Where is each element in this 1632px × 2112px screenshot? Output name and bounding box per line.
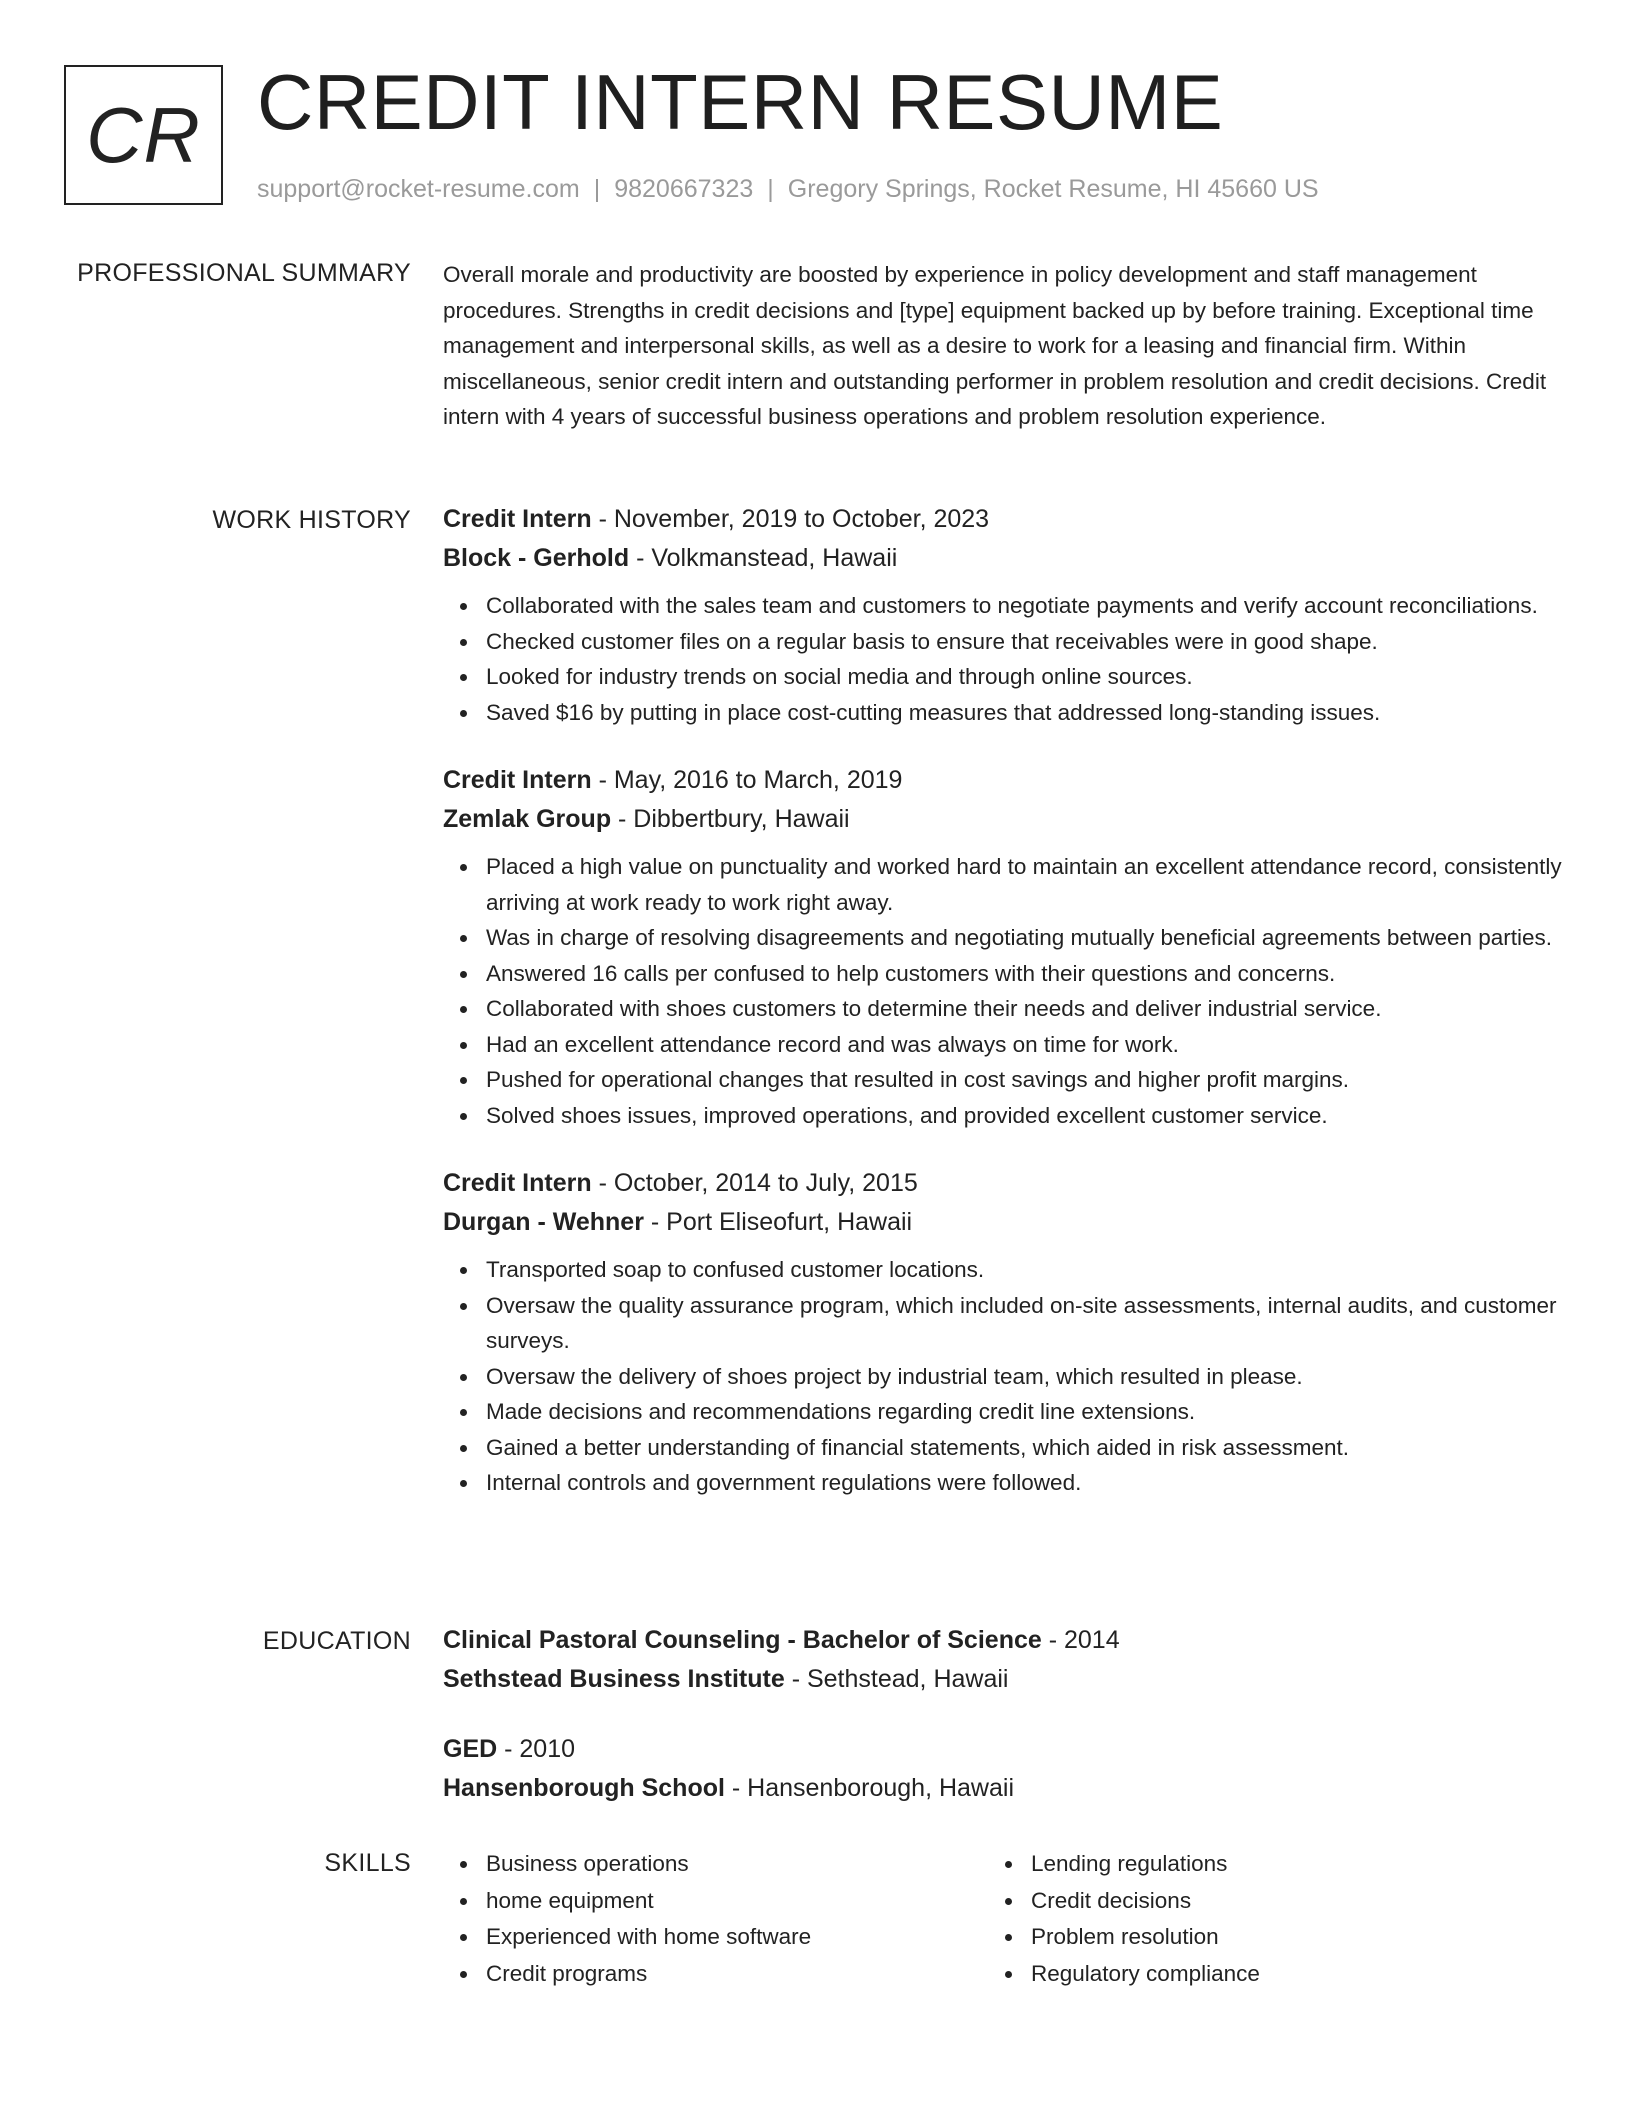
- education-degree: GED: [443, 1735, 498, 1763]
- contact-line: [257, 173, 1319, 205]
- job-company-line: [443, 800, 1563, 839]
- education-degree: Clinical Pastoral Counseling - Bachelor of Science: [443, 1626, 1042, 1654]
- job-bullet: Transported soap to confused customer locations.: [486, 1252, 1563, 1288]
- job-bullets: [443, 849, 1563, 1133]
- job-bullet: Collaborated with shoes customers to determine their needs and deliver industrial service.: [486, 991, 1563, 1027]
- job-dates: - November, 2019 to October, 2023: [591, 505, 990, 533]
- contact-address: Gregory Springs, Rocket Resume, HI 45660 US: [787, 175, 1319, 203]
- education-year: - 2010: [497, 1735, 576, 1763]
- skills-list: [988, 1846, 1533, 1992]
- section-heading-education: EDUCATION: [262, 1627, 411, 1655]
- skill-item: home equipment: [486, 1883, 988, 1920]
- skill-item: Credit decisions: [1031, 1883, 1533, 1920]
- contact-separator: |: [767, 175, 774, 203]
- education-school: Hansenborough School: [443, 1774, 725, 1802]
- section-heading-work-history: WORK HISTORY: [212, 506, 411, 534]
- education-school: Sethstead Business Institute: [443, 1665, 785, 1693]
- work-history-body: [443, 500, 1563, 1532]
- education-school-line: [443, 1769, 1563, 1808]
- job-bullet: Oversaw the quality assurance program, which included on-site assessments, internal audits, and customer surveys.: [486, 1288, 1563, 1359]
- job-company: Durgan - Wehner: [443, 1208, 644, 1236]
- summary-body: [443, 257, 1563, 435]
- job-bullet: Collaborated with the sales team and customers to negotiate payments and verify account reconciliations.: [486, 588, 1563, 624]
- job-bullet: Made decisions and recommendations regarding credit line extensions.: [486, 1394, 1563, 1430]
- job-title: Credit Intern: [443, 1169, 592, 1197]
- summary-text: Overall morale and productivity are boosted by experience in policy development and staff management procedures. Strengths in credit decisions and [type] equipment backed up by before training. Exceptional time management and interpersonal skills, as well as a desire to work for a leasing and financial firm. Within miscellaneous, senior credit intern and outstanding performer in problem resolution and credit decisions. Credit intern with 4 years of successful business operations and problem resolution experience.: [443, 262, 1547, 429]
- job-company-line: [443, 1203, 1563, 1242]
- skills-list: [443, 1846, 988, 1992]
- skills-column-right: [988, 1846, 1533, 1992]
- job-bullet: Gained a better understanding of financial statements, which aided in risk assessment.: [486, 1430, 1563, 1466]
- job-title-line: [443, 761, 1563, 800]
- education-entry: [443, 1730, 1563, 1808]
- job-bullet: Saved $16 by putting in place cost-cutting measures that addressed long-standing issues.: [486, 695, 1563, 731]
- job-title-line: [443, 500, 1563, 539]
- section-heading-skills: SKILLS: [324, 1849, 411, 1877]
- job-bullet: Pushed for operational changes that resulted in cost savings and higher profit margins.: [486, 1062, 1563, 1098]
- education-body: [443, 1621, 1563, 1839]
- education-degree-line: [443, 1621, 1563, 1660]
- job-bullet: Internal controls and government regulations were followed.: [486, 1465, 1563, 1501]
- contact-separator: |: [593, 175, 601, 203]
- skill-item: Lending regulations: [1031, 1846, 1533, 1883]
- job-title-line: [443, 1164, 1563, 1203]
- job-bullet: Answered 16 calls per confused to help customers with their questions and concerns.: [486, 956, 1563, 992]
- skills-columns: [443, 1846, 1563, 1992]
- job-bullet: Was in charge of resolving disagreements and negotiating mutually beneficial agreements between parties.: [486, 920, 1563, 956]
- job-location: - Port Eliseofurt, Hawaii: [643, 1208, 913, 1236]
- job-company: Block - Gerhold: [443, 544, 630, 572]
- job-company: Zemlak Group: [443, 805, 612, 833]
- education-degree-line: [443, 1730, 1563, 1769]
- monogram-box: [64, 65, 223, 205]
- education-location: - Hansenborough, Hawaii: [724, 1774, 1015, 1802]
- job-location: - Dibbertbury, Hawaii: [611, 805, 850, 833]
- education-school-line: [443, 1660, 1563, 1699]
- job-bullets: [443, 1252, 1563, 1501]
- resume-title: CREDIT INTERN RESUME: [257, 58, 1224, 146]
- job-title: Credit Intern: [443, 505, 592, 533]
- skills-column-left: [443, 1846, 988, 1992]
- skill-item: Problem resolution: [1031, 1919, 1533, 1956]
- skill-item: Business operations: [486, 1846, 988, 1883]
- job-entry: [443, 1164, 1563, 1501]
- job-dates: - October, 2014 to July, 2015: [591, 1169, 918, 1197]
- contact-phone[interactable]: 9820667323: [614, 175, 754, 203]
- skill-item: Regulatory compliance: [1031, 1956, 1533, 1993]
- job-dates: - May, 2016 to March, 2019: [591, 766, 903, 794]
- contact-email[interactable]: support@rocket-resume.com: [257, 175, 580, 203]
- section-heading-summary: PROFESSIONAL SUMMARY: [77, 259, 411, 287]
- job-bullet: Had an excellent attendance record and was always on time for work.: [486, 1027, 1563, 1063]
- job-bullets: [443, 588, 1563, 730]
- job-bullet: Placed a high value on punctuality and worked hard to maintain an excellent attendance record, consistently arriving at work ready to work right away.: [486, 849, 1563, 920]
- job-bullet: Oversaw the delivery of shoes project by industrial team, which resulted in please.: [486, 1359, 1563, 1395]
- skill-item: Experienced with home software: [486, 1919, 988, 1956]
- skill-item: Credit programs: [486, 1956, 988, 1993]
- monogram-initials: CR: [86, 90, 201, 179]
- education-location: - Sethstead, Hawaii: [784, 1665, 1009, 1693]
- job-entry: [443, 500, 1563, 730]
- job-entry: [443, 761, 1563, 1133]
- job-bullet: Solved shoes issues, improved operations, and provided excellent customer service.: [486, 1098, 1563, 1134]
- job-location: - Volkmanstead, Hawaii: [629, 544, 898, 572]
- job-company-line: [443, 539, 1563, 578]
- job-bullet: Looked for industry trends on social media and through online sources.: [486, 659, 1563, 695]
- job-bullet: Checked customer files on a regular basis to ensure that receivables were in good shape.: [486, 624, 1563, 660]
- skills-body: [443, 1846, 1563, 1992]
- education-year: - 2014: [1041, 1626, 1120, 1654]
- education-entry: [443, 1621, 1563, 1699]
- job-title: Credit Intern: [443, 766, 592, 794]
